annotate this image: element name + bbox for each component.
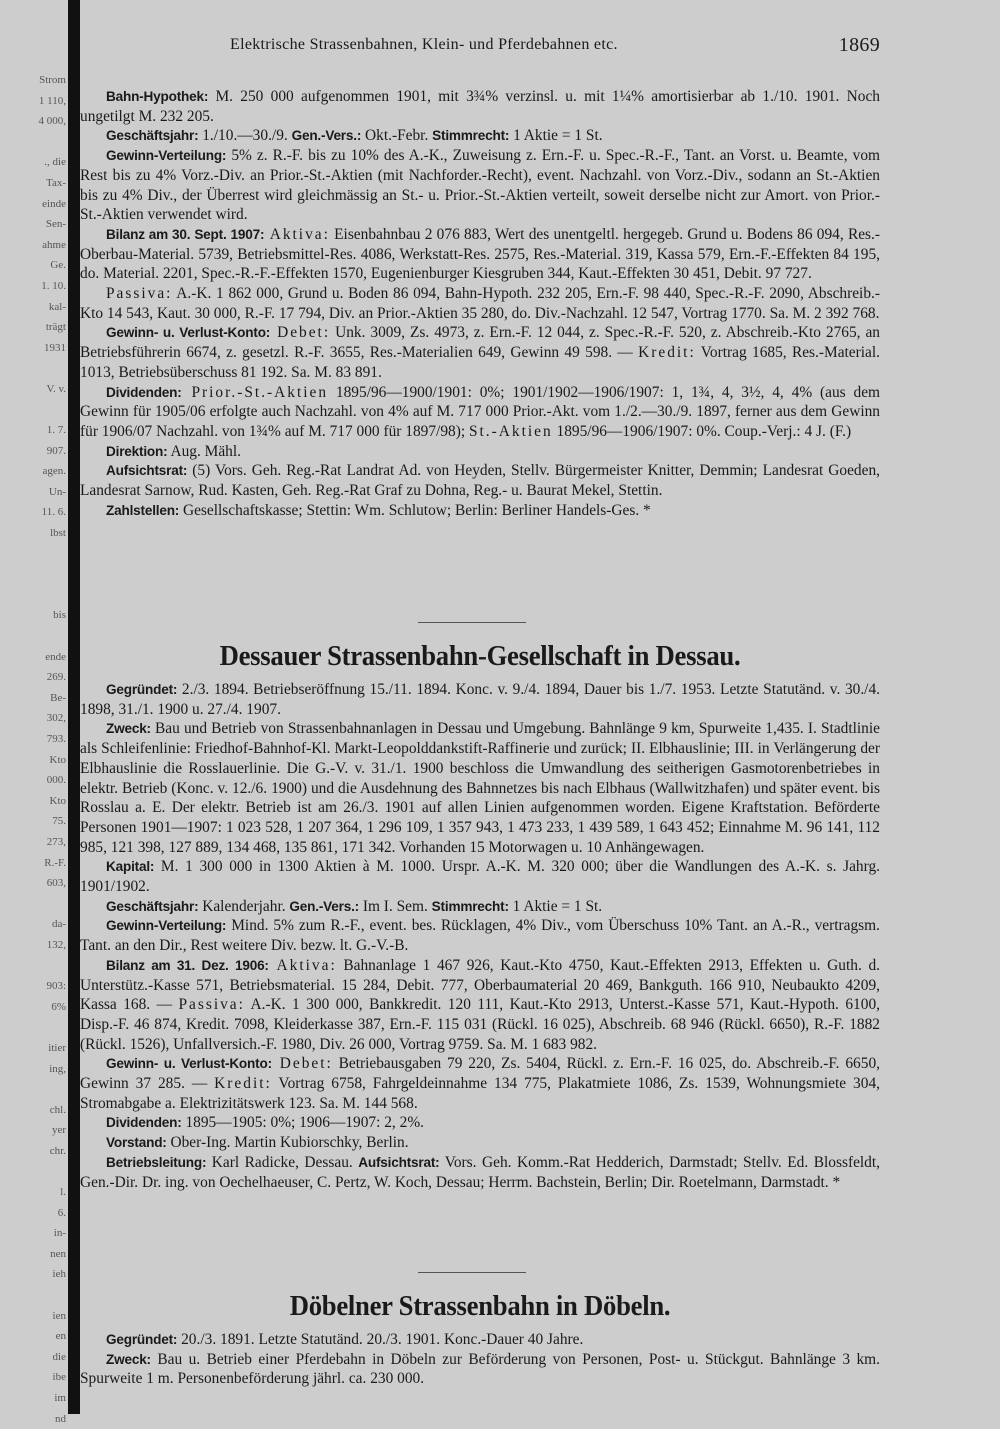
- field-label: Kapital:: [106, 859, 155, 875]
- page-number: 1869: [838, 34, 880, 56]
- margin-fragment: im: [54, 1392, 66, 1404]
- spaced-subheading: Prior.-St.-Aktien: [181, 383, 329, 401]
- field-label: Betriebsleitung:: [106, 1154, 207, 1170]
- margin-fragment: [0, 564, 66, 585]
- field-label: Gen.-Vers.:: [291, 128, 362, 144]
- entry-paragraph: [80, 1330, 880, 1350]
- entry-paragraph: [80, 1133, 880, 1153]
- entry-paragraph: [80, 956, 880, 1055]
- margin-fragment: itier: [48, 1041, 66, 1054]
- margin-fragment: in-: [53, 1227, 66, 1240]
- margin-fragment: 000.: [46, 774, 66, 787]
- margin-fragment: chl.: [49, 1103, 66, 1116]
- margin-fragment: einde: [42, 197, 66, 210]
- field-label: Gegründet:: [106, 1332, 178, 1347]
- field-label: Stimmrecht:: [432, 128, 510, 144]
- entry-paragraph: [80, 383, 880, 442]
- margin-fragment: 1931: [44, 341, 66, 354]
- margin-fragment: [0, 894, 66, 915]
- field-label: Zweck:: [106, 1351, 151, 1367]
- field-text: Bahnanlage 1 467 926, Kaut.-Kto 4750, Kaut.-Effekten 2913, Effekten u. Guth. d. Unterstütz.-Kasse 571, Betriebsmaterial. 15 284, Debit. 777, Oberbaumaterial 20 469, Bankguth. 166 910, Neubaukto 4209, Kassa 168. —: [80, 956, 880, 1014]
- field-label: Aufsichtsrat:: [106, 463, 188, 479]
- section-divider: [418, 622, 526, 623]
- margin-fragment: en: [55, 1330, 66, 1343]
- margin-fragment: nd: [55, 1412, 66, 1425]
- margin-fragment: ien: [52, 1309, 66, 1322]
- field-text: Bau u. Betrieb einer Pferdebahn in Döbeln zur Beförderung von Personen, Post- u. Stückgut. Bahnlänge 3 km. Spurweite 1 m. Personenbeförderung jährl. ca. 230 000.: [80, 1350, 880, 1388]
- margin-fragment: [0, 1285, 66, 1306]
- margin-fragment: 11. 6.: [41, 506, 66, 519]
- field-label: Direktion:: [106, 443, 168, 459]
- section-title-doebeln: Döbelner Strassenbahn in Döbeln.: [289, 1290, 671, 1322]
- margin-fragment: [0, 132, 66, 153]
- field-label: Geschäftsjahr:: [106, 128, 199, 144]
- margin-fragment: nen: [50, 1247, 66, 1260]
- margin-fragment: 132,: [46, 938, 66, 951]
- field-text: (5) Vors. Geh. Reg.-Rat Landrat Ad. von Heyden, Stellv. Bürgermeister Knitter, Demmin; Landesrat Goeden, Landesrat Sarnow, Rud. Kasten, Geh. Reg.-Rat Graf zu Dohna, Reg.- u. Baurat Mekel, Stettin.: [80, 462, 880, 500]
- entry-paragraph: [80, 857, 880, 896]
- field-text: 1 Aktie = 1 St.: [508, 897, 603, 915]
- field-text: 20./3. 1891. Letzte Statutänd. 20./3. 1901. Konc.-Dauer 40 Jahre.: [177, 1331, 584, 1348]
- margin-fragment: agen.: [42, 465, 66, 478]
- field-text: Gesellschaftskasse; Stettin: Wm. Schlutow; Berlin: Berliner Handels-Ges. *: [179, 501, 651, 519]
- margin-fragment: [0, 956, 66, 977]
- field-label: Bilanz am 31. Dez. 1906:: [106, 957, 269, 973]
- entry-paragraph: [80, 146, 880, 225]
- margin-fragment: 903:: [46, 980, 66, 993]
- margin-fragment: ieh: [52, 1268, 66, 1281]
- margin-fragment: Un-: [48, 485, 66, 498]
- spaced-subheading: St.-Aktien: [468, 422, 553, 440]
- field-text: Vortrag 6758, Fahrgeldeinnahme 134 775, Plakatmiete 1086, Zs. 1539, Wohnungsmiete 304, Stromabgabe a. Elektrizitätswerk 123. Sa. M. 144 568.: [80, 1075, 880, 1112]
- field-label: Gen.-Vers.:: [289, 898, 359, 914]
- entry-paragraph: [80, 1054, 880, 1113]
- field-text: 1 Aktie = 1 St.: [509, 127, 603, 145]
- margin-fragment: ahme: [42, 238, 66, 251]
- section-divider: [418, 1272, 526, 1273]
- field-label: Zweck:: [106, 721, 151, 737]
- field-text: 1895/96—1906/1907: 0%. Coup.-Verj.: 4 J. (F.): [552, 422, 852, 440]
- running-title: Elektrische Strassenbahnen, Klein- und Pferdebahnen etc.: [230, 36, 618, 53]
- entry-paragraph: [80, 719, 880, 857]
- field-label: Gewinn- u. Verlust-Konto:: [106, 1056, 272, 1072]
- field-label: Gegründet:: [106, 682, 178, 697]
- previous-page-margin-fragments: [0, 70, 66, 1429]
- entry-paragraph: [80, 225, 880, 284]
- field-text: M. 250 000 aufgenommen 1901, mit 3¾% verzinsl. u. mit 1¼% amortisierbar ab 1./10. 1901. Noch ungetilgt M. 232 205.: [80, 88, 880, 125]
- margin-fragment: ende: [45, 650, 66, 663]
- field-label: Stimmrecht:: [431, 898, 509, 914]
- margin-fragment: Be-: [50, 691, 66, 704]
- margin-fragment: 273,: [46, 835, 66, 848]
- margin-fragment: 793.: [46, 733, 66, 745]
- entry-paragraph: [80, 1113, 880, 1133]
- book-binding-shadow: [68, 0, 80, 1414]
- field-label: Gewinn-Verteilung:: [106, 918, 227, 934]
- margin-fragment: 6.: [57, 1206, 66, 1219]
- entry-paragraph: [80, 87, 880, 126]
- margin-fragment: 907.: [46, 444, 66, 457]
- spaced-subheading: Kredit:: [638, 344, 696, 362]
- field-text: M. 1 300 000 in 1300 Aktien à M. 1000. Urspr. A.-K. M. 320 000; über die Wandlungen des A.-K. s. Jahrg. 1901/1902.: [80, 858, 880, 896]
- section-title-dessau: Dessauer Strassenbahn-Gesellschaft in Dessau.: [219, 640, 741, 672]
- field-label: Bahn-Hypothek:: [106, 89, 209, 104]
- field-text: Vortrag 1685, Res.-Material. 1013, Betriebsüberschuss 81 192. Sa. M. 83 891.: [80, 344, 880, 381]
- margin-fragment: l.: [60, 1186, 66, 1199]
- margin-fragment: Kto: [49, 794, 66, 807]
- margin-fragment: 4 000,: [38, 115, 66, 128]
- margin-fragment: Sen-: [45, 218, 66, 231]
- field-text: Eisenbahnbau 2 076 883, Wert des unentgeltl. hergegeb. Grund u. Bodens 86 094, Res.-Oberbau-Material. 5739, Betriebsmittel-Res. 4086, Werkstatt-Res. 2575, Res.-Material. 319, Kassa 579, Ern.-F.-Effekten 84 195, do. Material. 2201, Spec.-R.-F.-Effekten 1570, Eugenienburger Kiesgruben 344, Kaut.-Effekten 30 451, Debit. 97 727.: [80, 225, 881, 283]
- margin-fragment: 1. 7.: [46, 424, 66, 437]
- spaced-subheading: Debet:: [270, 324, 331, 342]
- spaced-subheading: Aktiva:: [268, 956, 337, 974]
- entry-paragraph: [80, 284, 880, 323]
- entry-paragraph: [80, 916, 880, 955]
- margin-fragment: [0, 400, 66, 421]
- field-text: Ober-Ing. Martin Kubiorschky, Berlin.: [166, 1134, 409, 1152]
- entry-paragraph: [80, 1350, 880, 1389]
- margin-fragment: lbst: [50, 527, 66, 540]
- margin-fragment: R.-F.: [44, 856, 66, 869]
- margin-fragment: da-: [51, 918, 66, 931]
- field-text: Mind. 5% zum R.-F., event. bes. Rücklagen, 4% Div., vom Überschuss 10% Tant. an A.-R., vertragsm. Tant. an den Dir., Rest weitere Div. bezw. lt. G.-V.-B.: [80, 917, 880, 955]
- field-label: Bilanz am 30. Sept. 1907:: [106, 226, 265, 242]
- margin-fragment: bis: [53, 609, 66, 622]
- field-text: Okt.-Febr.: [361, 127, 433, 145]
- entry-paragraph: [80, 680, 880, 719]
- section-doebeln: [80, 1330, 880, 1389]
- section-dessau: [80, 680, 880, 1192]
- margin-fragment: V. v.: [46, 382, 66, 395]
- margin-fragment: [0, 585, 66, 606]
- margin-fragment: [0, 358, 66, 379]
- spaced-subheading: Aktiva:: [264, 225, 330, 243]
- margin-fragment: Tax-: [46, 176, 66, 189]
- field-label: Aufsichtsrat:: [358, 1154, 440, 1170]
- entry-paragraph: [80, 126, 880, 146]
- margin-fragment: Kto: [49, 753, 66, 766]
- field-text: A.-K. 1 300 000, Bankkredit. 120 111, Kaut.-Kto 2913, Unterst.-Kasse 571, Kaut.-Hypoth. 6100, Disp.-F. 46 874, Kredit. 7098, Kleiderkasse 387, Ern.-F. 115 031 (Rückl. 16 025), Abschreib. 68 946 (Rückl. 6650), R.-F. 1882 (Rückl. 1526), Unfallversich.-F. 1980, Div. 26 000, Vortrag 9759. Sa. M. 1 683 982.: [80, 996, 880, 1053]
- spaced-subheading: Passiva:: [106, 285, 173, 303]
- field-label: Dividenden:: [106, 384, 182, 400]
- field-text: 1895/96—1900/1901: 0%; 1901/1902—1906/1907: 1, 1¾, 4, 3½, 4, 4% (aus dem Gewinn für 1905/06 erfolgte auch Nachzahl. von 4% auf M. 717 000 Prior.-Akt. vom 1./2.—30./9. 1897, ferner aus dem Gewinn für 1906/07 Nachzahl. von 1¾% auf M. 717 000 für 1897/98);: [80, 383, 881, 440]
- field-text: 2./3. 1894. Betriebseröffnung 15./11. 1894. Konc. v. 9./4. 1894, Dauer bis 1./7. 1953. Letzte Statutänd. v. 30./4. 1898, 31./1. 1900 u. 27./4. 1907.: [80, 681, 880, 718]
- margin-fragment: 302,: [46, 712, 66, 725]
- margin-fragment: Ge.: [50, 259, 66, 272]
- margin-fragment: [0, 1079, 66, 1100]
- margin-fragment: ibe: [52, 1371, 66, 1384]
- margin-fragment: trägt: [45, 321, 66, 334]
- margin-fragment: chr.: [49, 1144, 66, 1157]
- field-text: Karl Radicke, Dessau.: [206, 1153, 359, 1171]
- margin-fragment: die: [52, 1350, 66, 1363]
- margin-fragment: [0, 544, 66, 565]
- field-label: Gewinn- u. Verlust-Konto:: [106, 325, 271, 341]
- field-text: A.-K. 1 862 000, Grund u. Boden 86 094, Bahn-Hypoth. 232 205, Ern.-F. 98 440, Spec.-R.-F. 2090, Abschreib.-Kto 14 543, Kaut. 30 000, R.-F. 17 794, Div. an Prior.-Aktien 35 280, do. Div.-Nachzahl. 12 547, Vortrag 1770. Sa. M. 2 392 768.: [80, 285, 880, 322]
- field-label: Gewinn-Verteilung:: [106, 148, 227, 164]
- margin-fragment: 603,: [46, 877, 66, 890]
- running-header: [230, 36, 880, 60]
- field-label: Geschäftsjahr:: [106, 898, 199, 914]
- field-text: Aug. Mähl.: [167, 442, 241, 460]
- entry-paragraph: [80, 1153, 880, 1192]
- entry-paragraph: [80, 897, 880, 917]
- margin-fragment: 75.: [52, 815, 66, 828]
- margin-fragment: 269.: [46, 671, 66, 684]
- entry-paragraph: [80, 461, 880, 500]
- spaced-subheading: Passiva:: [178, 996, 245, 1014]
- field-text: Unk. 3009, Zs. 4973, z. Ern.-F. 12 044, z. Spec.-R.-F. 520, z. Abschreib.-Kto 2765, an Betriebsführerin 6674, z. gesetzl. R.-F. 3655, Res.-Materialien 649, Gewinn 49 598. —: [80, 324, 880, 362]
- entry-paragraph: [80, 323, 880, 382]
- field-text: Vors. Geh. Komm.-Rat Hedderich, Darmstadt; Stellv. Ed. Blossfeldt, Gen.-Dir. Dr. ing. von Oechelhaeuser, C. Pertz, W. Koch, Dessau; Herrm. Bachstein, Berlin; Dir. Roetelmann, Darmstadt. *: [80, 1153, 880, 1191]
- margin-fragment: 1 110,: [38, 94, 66, 107]
- field-text: Kalenderjahr.: [198, 897, 290, 915]
- section-continuation: [80, 87, 880, 520]
- margin-fragment: ing,: [49, 1062, 66, 1075]
- margin-fragment: 6%: [51, 1000, 66, 1013]
- margin-fragment: [0, 1161, 66, 1182]
- margin-fragment: kal-: [48, 300, 66, 313]
- field-text: Im I. Sem.: [359, 897, 432, 915]
- spaced-subheading: Kredit:: [214, 1075, 272, 1093]
- margin-fragment: Strom: [39, 74, 66, 86]
- field-text: 5% z. R.-F. bis zu 10% des A.-K., Zuweisung z. Ern.-F. u. Spec.-R.-F., Tant. an Vorst. u. Beamte, vom Rest bis zu 4% Vorz.-Div. an Prior.-St.-Aktien (mit Nachforder.-Recht), event. Nachzahl. von Vorz.-Div., sodann an St.-Aktien bis zu 4% Div., der Überrest wird gleichmässig an St.- u. Prior.-St.-Aktien verteilt, soweit derselbe nicht zur Amort. von Prior.-St.-Aktien verwendet wird.: [80, 147, 880, 224]
- entry-paragraph: [80, 442, 880, 462]
- field-text: 1./10.—30./9.: [198, 127, 292, 145]
- margin-fragment: yer: [51, 1124, 66, 1137]
- field-label: Zahlstellen:: [106, 502, 180, 518]
- margin-fragment: [0, 626, 66, 647]
- margin-fragment: [0, 1017, 66, 1038]
- spaced-subheading: Debet:: [271, 1055, 333, 1073]
- entry-paragraph: [80, 501, 880, 521]
- field-text: Bau und Betrieb von Strassenbahnanlagen in Dessau und Umgebung. Bahnlänge 9 km, Spurweite 1,435. I. Stadtlinie als Schleifenlinie: Friedhof-Bahnhof-Kl. Markt-Leopolddankstift-Raffinerie und zurück; II. Elbhauslinie; III. in Verlängerung der Elbhauslinie die Rosslauerlinie. Die G.-V. v. 31./1. 1900 beschloss die Umwandlung des seitherigen Gasmotorenbetriebes in elektr. Betrieb (Konc. v. 12./6. 1900) und die Ausdehnung des Bahnnetzes bis nach Elbhaus (Wallwitzhafen) und später event. bis Rosslau a. E. Der elektr. Betrieb ist am 26./3. 1901 auf allen Linien aufgenommen worden. Eigene Kraftstation. Beförderte Personen 1901—1907: 1 023 528, 1 207 364, 1 296 109, 1 357 943, 1 473 233, 1 439 589, 1 643 452; Einnahme M. 96 141, 112 985, 121 398, 127 889, 134 468, 135 861, 171 342. Vorhanden 15 Motorwagen u. 10 Anhängewagen.: [80, 720, 880, 856]
- field-label: Vorstand:: [106, 1135, 167, 1151]
- margin-fragment: 1. 10.: [41, 279, 66, 292]
- field-text: 1895—1905: 0%; 1906—1907: 2, 2%.: [181, 1114, 424, 1132]
- field-label: Dividenden:: [106, 1115, 182, 1131]
- margin-fragment: ., die: [44, 156, 66, 169]
- field-text: Betriebausgaben 79 220, Zs. 5404, Rückl. z. Ern.-F. 16 025, do. Abschreib.-F. 6650, Gewinn 37 285. —: [80, 1055, 880, 1093]
